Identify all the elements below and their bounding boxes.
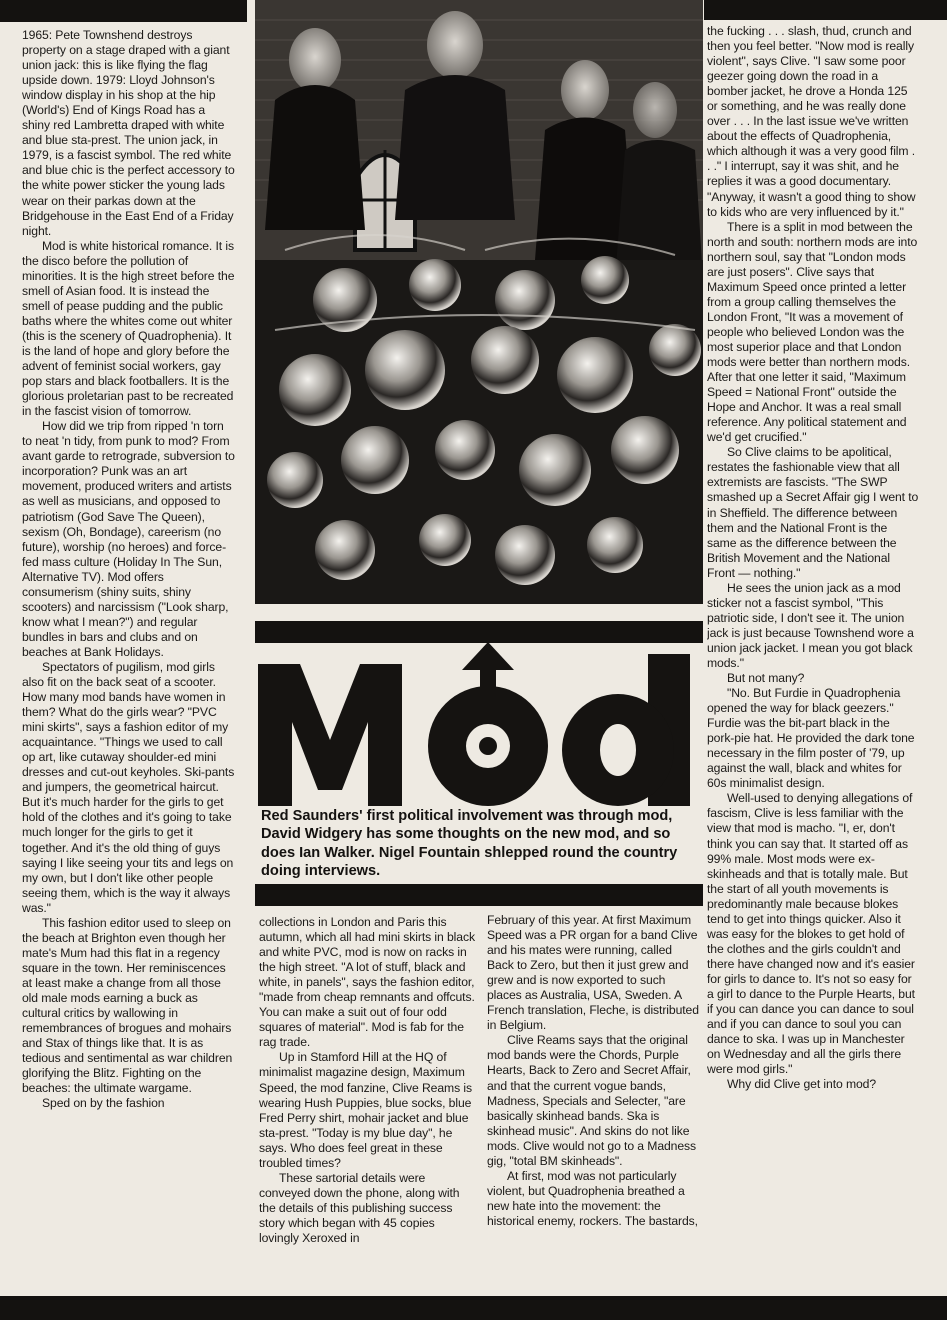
paragraph: Sped on by the fashion [42,1096,165,1111]
paragraph: Why did Clive get into mod? [727,1077,877,1092]
title-bottom-bar [255,884,703,906]
paragraph: But not many? [727,671,805,686]
top-left-bar [0,0,247,22]
column-2 [259,915,477,1293]
paragraph: This fashion editor used to sleep on the beach at Brighton even though her mate's Mum had this flat in a regency square in the town. Her reminiscences at least make a change from all those old male mods earning a buck as cultural critics by wallowing in remembrances of brogues and mohairs and Stax of things like that. It is as tedious and sentimental as war children glorifying the Blitz. Fighting on the beaches: the ultimate wargame. [22,915,233,1096]
article-title [256,640,704,808]
paragraph: 1965: Pete Townshend destroys property on a stage draped with a giant union jack: this is like flying the flag upside down. 1979: Lloyd Johnson's window display in his shop at the hip (World's) End of Kings Road has a shiny red Lambretta draped with white and blue sta-prest. The union jack, in 1979, is a fascist symbol. The red white and blue chic is the perfect accessory to the white power sticker the young lads wear on their parkas down at the Bridgehouse in the East End of a Friday night. [22,28,235,238]
column-1 [22,28,236,1293]
paragraph: He sees the union jack as a mod sticker not a fascist symbol, "This patriotic side, I don't see it. The union jack is just because Townshend wore a union jack jacket. I mean you got black mods." [707,580,914,670]
deck: Red Saunders' first political involvement was through mod, David Widgery has some thoughts on the new mod, and so does Ian Walker. Nigel Fountain shlepped round the country doing interviews. [261,808,678,880]
paragraph: Clive Reams says that the original mod bands were the Chords, Purple Hearts, Back to Zero and Secret Affair, and that the current vogue bands, Madness, Specials and Selecter, "are basically skinhead bands. Ska is skinhead music". And skins do not like mods. Clive would not go to a Madness gig, "total BM skinheads". [487,1033,697,1168]
paragraph: Well-used to denying allegations of fascism, Clive is less familiar with the view that mod is macho. "I, er, don't think you can say that. It started off as 99% male. Most mods were ex-skinheads and that is totally male. But the start of all youth movements is predominantly male because blokes tend to get into things quicker. Also it was easy for the blokes to get hold of the clothes and the girls couldn't and there have changed now and it's easier for girls to dance to. It's not so easy for a girl to dance to the Purple Hearts, but if you can dance you can dance to soul and if you can dance to soul you can dance to ska. I was up in Manchester on Wednesday and all the girls there were mod girls." [707,791,915,1077]
paragraph: Up in Stamford Hill at the HQ of minimalist magazine design, Maximum Speed, the mod fanzine, Clive Reams is wearing Hush Puppies, blue socks, blue Fred Perry shirt, mohair jacket and blue sta-prest. "Today is my blue day", he says. Who does feel great in these troubled times? [259,1050,472,1170]
title-text: Mod [256,640,258,641]
photo-illustration [255,0,703,604]
paragraph: February of this year. At first Maximum Speed was a PR organ for a band Clive and his mates were running, called Back to Zero, but then it just grew and grew and is now exported to such places as Australia, USA, Sweden. A French translation, Fleche, is distributed in Belgium. [487,913,699,1033]
paragraph: Spectators of pugilism, mod girls also fit on the back seat of a scooter. How many mod bands have women in them? What do the girls wear? "PVC mini skirts", says a fashion editor of my acquaintance. "Things we used to call op art, like cutaway shoulder-ed mini dresses and cut-out keyholes. Ski-pants and jumpers, the geometrical haircut. But it's much harder for the girls to get hold of the clothes and it's going to take much longer for the girls to get it together. And it's the old thing of guys saying I like seeing your tits and legs on my own, but I don't like other people seeing them, which is the way it always was." [22,659,235,915]
top-right-bar [704,0,947,20]
paragraph: How did we trip from ripped 'n torn to neat 'n tidy, from punk to mod? From avant garde to retrograde, subversion to incorporation? Punk was an art movement, produced writers and artists as well as musicians, and opposed to patriotism (God Save The Queen), sexism (Oh, Bondage), careerism (no future), worship (no heroes) and force-fed mass culture (Holiday In The Sun, Alternative TV). Mod offers consumerism (shiny suits, shiny scooters) and narcissism ("Look sharp, know what I mean?") and regular bundles in bars and clubs and on beaches at Bank Holidays. [22,419,235,659]
paragraph: At first, mod was not particularly violent, but Quadrophenia breathed a new hate into the movement: the historical enemy, rockers. The bastards, [487,1168,698,1228]
paragraph: There is a split in mod between the north and south: northern mods are into northern soul, say that "London mods are just posers". Clive says that Maximum Speed once printed a letter from a group calling themselves the London Front, "It was a movement of people who believed London was the most superior place and that London mods were better than northern mods. After that one letter it said, "Maximum Speed = National Front" outside the Hope and Anchor. It was a real small reference. Any political statement and we'd get crucified." [707,219,918,445]
paragraph: Mod is white historical romance. It is the disco before the pollution of minorities. It is the high street before the smell of Asian food. It is instead the smell of pease pudding and the public baths where the whites come out whiter (this is the scenery of Quadrophenia). It is the land of hope and glory before the advent of feminist social workers, gay pop stars and black footballers. It is the glorious proletarian past to be recreated in the fascist vision of tomorrow. [22,238,235,419]
paragraph: collections in London and Paris this autumn, which all had mini skirts in black and white PVC, mod is now on racks in the high street. "A lot of stuff, black and white, in panels", says the fashion editor, "made from cheap remnants and offcuts. You can make a suit out of four odd squares of material". Mod is fab for the rag trade. [259,915,475,1050]
mod-logotype [256,640,704,808]
paragraph: These sartorial details were conveyed down the phone, along with the details of this publishing success story which began with 45 copies lovingly Xeroxed in [259,1170,460,1245]
paragraph: "No. But Furdie in Quadrophenia opened the way for black geezers." Furdie was the bit-part black in the pork-pie hat. He provided the dark tone necessary in the film poster of '79, up against the wall, black and whites for 60s minimalist design. [707,686,915,791]
column-3 [487,913,699,1293]
bottom-bar [0,1296,947,1320]
paragraph: the fucking . . . slash, thud, crunch and then you feel better. "Now mod is really violent", says Clive. "I saw some poor geezer going down the road in a bomber jacket, he drove a Honda 125 or something, and he was really done over . . . In the last issue we've written about the effects of Quadrophenia, which although it was a very good film . . ." I interrupt, say it was shit, and he replies it was a good documentary. "Anyway, it wasn't a good thing to show to kids who are very influenced by it." [707,24,916,219]
scooter-photo [255,0,703,604]
paragraph: So Clive claims to be apolitical, restates the fashionable view that all extremists are fascists. "The SWP smashed up a Secret Affair gig I went to in Sheffield. The difference between them and the National Front is the same as the difference between the British Movement and the National Front — nothing." [707,445,919,580]
column-4 [707,24,919,1294]
